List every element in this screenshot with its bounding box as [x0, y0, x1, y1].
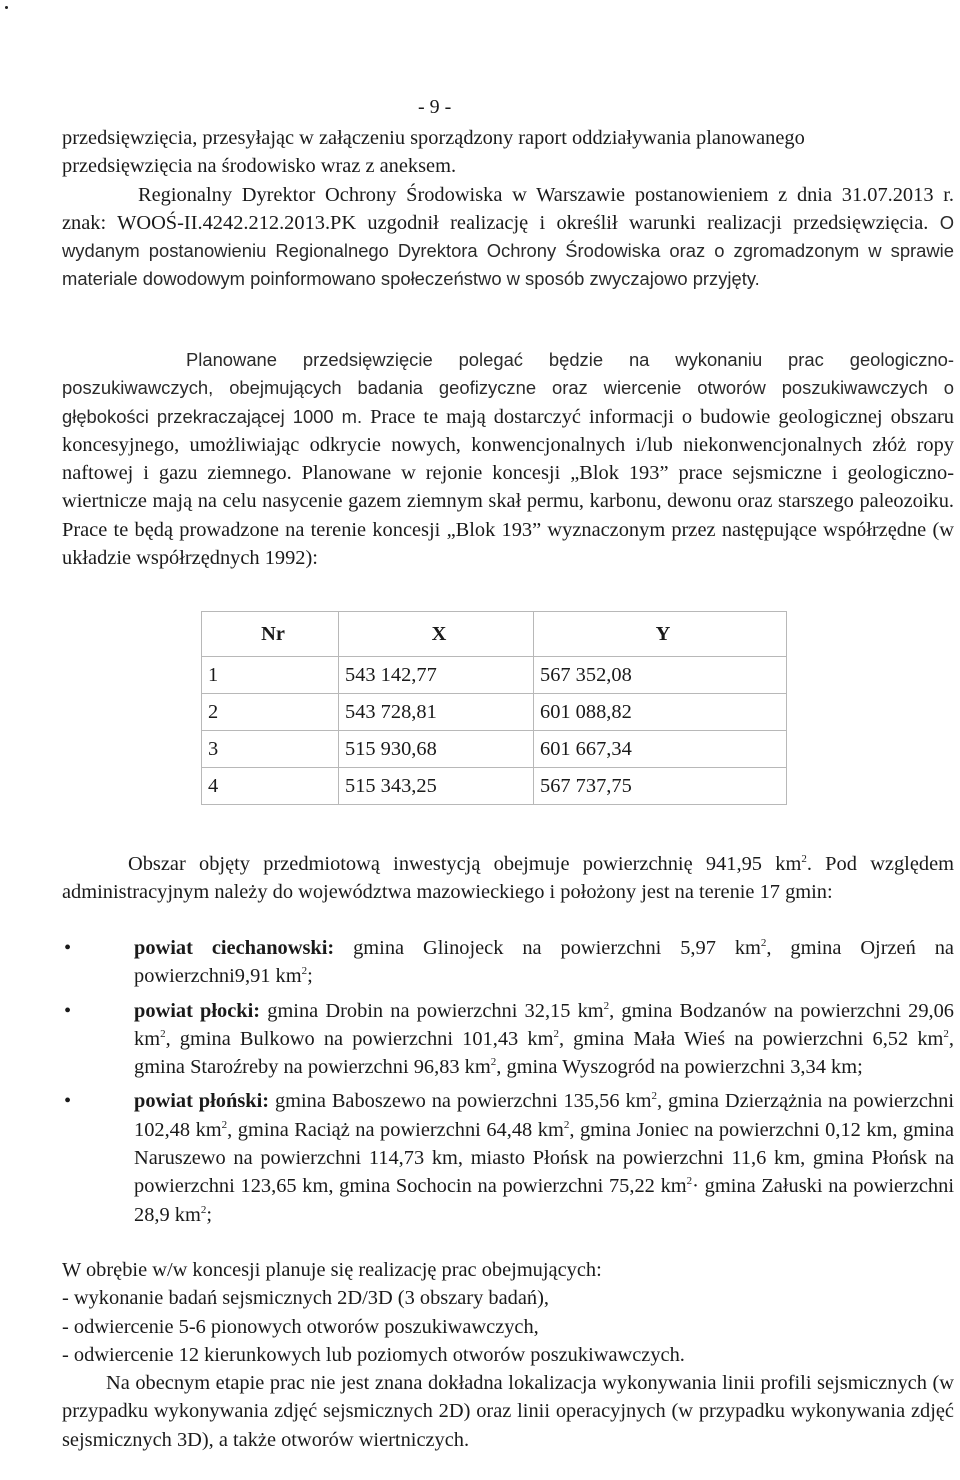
decision-text-cont: uzgodnił realizację i określił warunki realizacji przedsięwzięcia.: [356, 211, 929, 234]
cell-x: 515 343,25: [339, 768, 534, 805]
cell-y: 567 352,08: [534, 657, 787, 694]
superscript: 2: [301, 965, 308, 978]
cell-nr: 2: [202, 694, 339, 731]
list-item: [62, 1087, 954, 1228]
header-y: Y: [534, 612, 787, 657]
county-text: gmina Glinojeck na powierzchni 5,97 km: [334, 937, 761, 959]
superscript: 2: [221, 1118, 228, 1131]
scan-speck: [5, 6, 8, 9]
cell-nr: 1: [202, 657, 339, 694]
cell-x: 543 728,81: [339, 694, 534, 731]
superscript: 2: [553, 1028, 559, 1041]
bullet-icon: •: [64, 999, 72, 1022]
bullet-icon: •: [64, 1090, 72, 1113]
works-intro: W obrębie w/w koncesji planuje się realizację prac obejmujących:: [62, 1259, 602, 1281]
table-row: [202, 731, 787, 768]
superscript: 2: [760, 937, 767, 950]
county-text: gmina Baboszewo na powierzchni 135,56 km: [269, 1090, 652, 1113]
cell-y: 601 088,82: [534, 694, 787, 731]
list-item: - wykonanie badań sejsmicznych 2D/3D (3 obszary badań),: [62, 1287, 549, 1310]
reference-code: WOOŚ-II.4242.212.2013.PK: [117, 211, 357, 234]
works-list: [62, 1256, 954, 1369]
table-row: [202, 768, 787, 805]
area-text: Obszar objęty przedmiotową inwestycją obejmuje powierzchnię 941,95 km: [128, 853, 802, 875]
superscript: 2: [603, 999, 610, 1012]
intro-line-2: przedsięwzięcia na środowisko wraz z aneksem.: [62, 155, 457, 178]
coordinates-table: [201, 611, 787, 805]
county-text: , gmina Bodzanów na powierzchni 29,06 km: [134, 999, 955, 1050]
planned-works-paragraph: [62, 346, 954, 572]
county-text: , gmina Raciąż na powierzchni 64,48 km: [227, 1118, 564, 1141]
superscript: 2: [490, 1056, 497, 1069]
area-sup: 2: [801, 853, 807, 866]
decision-text: Regionalny Dyrektor Ochrony Środowiska w Warszawie postanowieniem z dnia 31.07.2013 r. znak:: [62, 183, 954, 234]
notification-text: O wydanym postanowieniu Regionalnego Dyrektora Ochrony Środowiska oraz o zgromadzonym w sprawie materiale dowodowym poinformowano społeczeństwo w sposób zwyczajowo przyjęty.: [62, 211, 955, 290]
intro-line-1: przedsięwzięcia, przesyłając w załączeniu sporządzony raport oddziaływania planowanego: [62, 127, 805, 149]
cell-x: 515 930,68: [339, 731, 534, 768]
area-paragraph: [62, 850, 954, 907]
county-name: powiat płoński:: [134, 1090, 270, 1113]
page-number: - 9 -: [418, 96, 452, 118]
superscript: 2: [943, 1028, 949, 1041]
cell-nr: 4: [202, 768, 339, 805]
planned-works-sans: Planowane przedsięwzięcie polegać będzie na wykonaniu prac geologiczno-poszukiwawczych, obejmujących badania geofizyczne oraz wiercenie otworów poszukiwawczych o głębokości przekraczającej 1000 m.: [62, 349, 954, 427]
table-header-row: [202, 612, 787, 657]
table-row: [202, 657, 787, 694]
county-name: powiat płocki:: [134, 999, 261, 1022]
superscript: 2: [686, 1175, 693, 1188]
superscript: 2: [160, 1028, 166, 1041]
cell-x: 543 142,77: [339, 657, 534, 694]
area-text-cont: . Pod względem administracyjnym należy do województwa mazowieckiego i położony jest na terenie 17 gmin:: [62, 853, 954, 904]
county-text: , gmina Wyszogród na powierzchni 3,34 km;: [496, 1056, 863, 1079]
county-text: · gmina Załuski na powierzchni 28,9 km: [134, 1175, 954, 1226]
table-row: [202, 694, 787, 731]
list-item: [62, 934, 954, 991]
intro-paragraph: [62, 124, 954, 294]
header-nr: Nr: [202, 612, 339, 657]
planned-works-serif: Prace te mają dostarczyć informacji o budowie geologicznej obszaru koncesyjnego, umożliwiając odkrycie nowych, konwencjonalnych i/lub niekonwencjonalnych złóż ropy naftowej i gazu ziemnego. Planowane w rejonie koncesji „Blok 193” prace sejsmiczne i geologiczno-wiertnicze mają na celu nasycenie gazem ziemnym skał permu, karbonu, dewonu oraz starszego paleozoiku. Prace te będą prowadzone na terenie koncesji „Blok 193” wyznaczonym przez następujące współrzędne (w układzie współrzędnych 1992):: [62, 405, 954, 570]
county-text: , gmina Bulkowo na powierzchni 101,43 km: [165, 1027, 554, 1050]
cell-nr: 3: [202, 731, 339, 768]
county-text: ;: [206, 1203, 213, 1226]
header-x: X: [339, 612, 534, 657]
list-item: - odwiercenie 12 kierunkowych lub poziomych otworów poszukiwawczych.: [62, 1343, 685, 1366]
superscript: 2: [200, 1203, 207, 1216]
closing-paragraph: [62, 1369, 954, 1454]
county-text: , gmina Joniec na powierzchni 0,12 km, gmina Naruszewo na powierzchni 114,73 km, miasto Płońsk na powierzchni 11,6 km, gmina Płońsk na powierzchni 123,65 km, gmina Sochocin na powierzchni 75,22 km: [134, 1118, 955, 1198]
county-text: , gmina Ojrzeń na powierzchni9,91 km: [134, 937, 954, 988]
bullet-icon: •: [64, 937, 72, 959]
county-text: , gmina Staroźreby na powierzchni 96,83 km: [134, 1027, 955, 1079]
county-name: powiat ciechanowski:: [134, 937, 335, 959]
county-text: , gmina Dzierzążnia na powierzchni 102,48 km: [134, 1090, 954, 1141]
counties-list: [62, 934, 954, 1229]
county-text: , gmina Mała Wieś na powierzchni 6,52 km: [558, 1027, 944, 1050]
closing-text: Na obecnym etapie prac nie jest znana dokładna lokalizacja wykonywania linii profili sejsmicznych (w przypadku wykonywania zdjęć sejsmicznych 2D) oraz linii operacyjnych (w przypadku wykonywania zdjęć sejsmicznych 3D), a także otworów wiertniczych.: [62, 1372, 954, 1451]
superscript: 2: [651, 1090, 658, 1103]
cell-y: 601 667,34: [534, 731, 787, 768]
cell-y: 567 737,75: [534, 768, 787, 805]
decision-paragraph: [62, 181, 954, 294]
county-text: gmina Drobin na powierzchni 32,15 km: [260, 999, 604, 1022]
list-item: - odwiercenie 5-6 pionowych otworów poszukiwawczych,: [62, 1315, 539, 1338]
list-item: [62, 997, 954, 1082]
superscript: 2: [563, 1118, 570, 1131]
counties-list-wrap: [62, 934, 954, 1229]
county-text: ;: [307, 965, 313, 988]
